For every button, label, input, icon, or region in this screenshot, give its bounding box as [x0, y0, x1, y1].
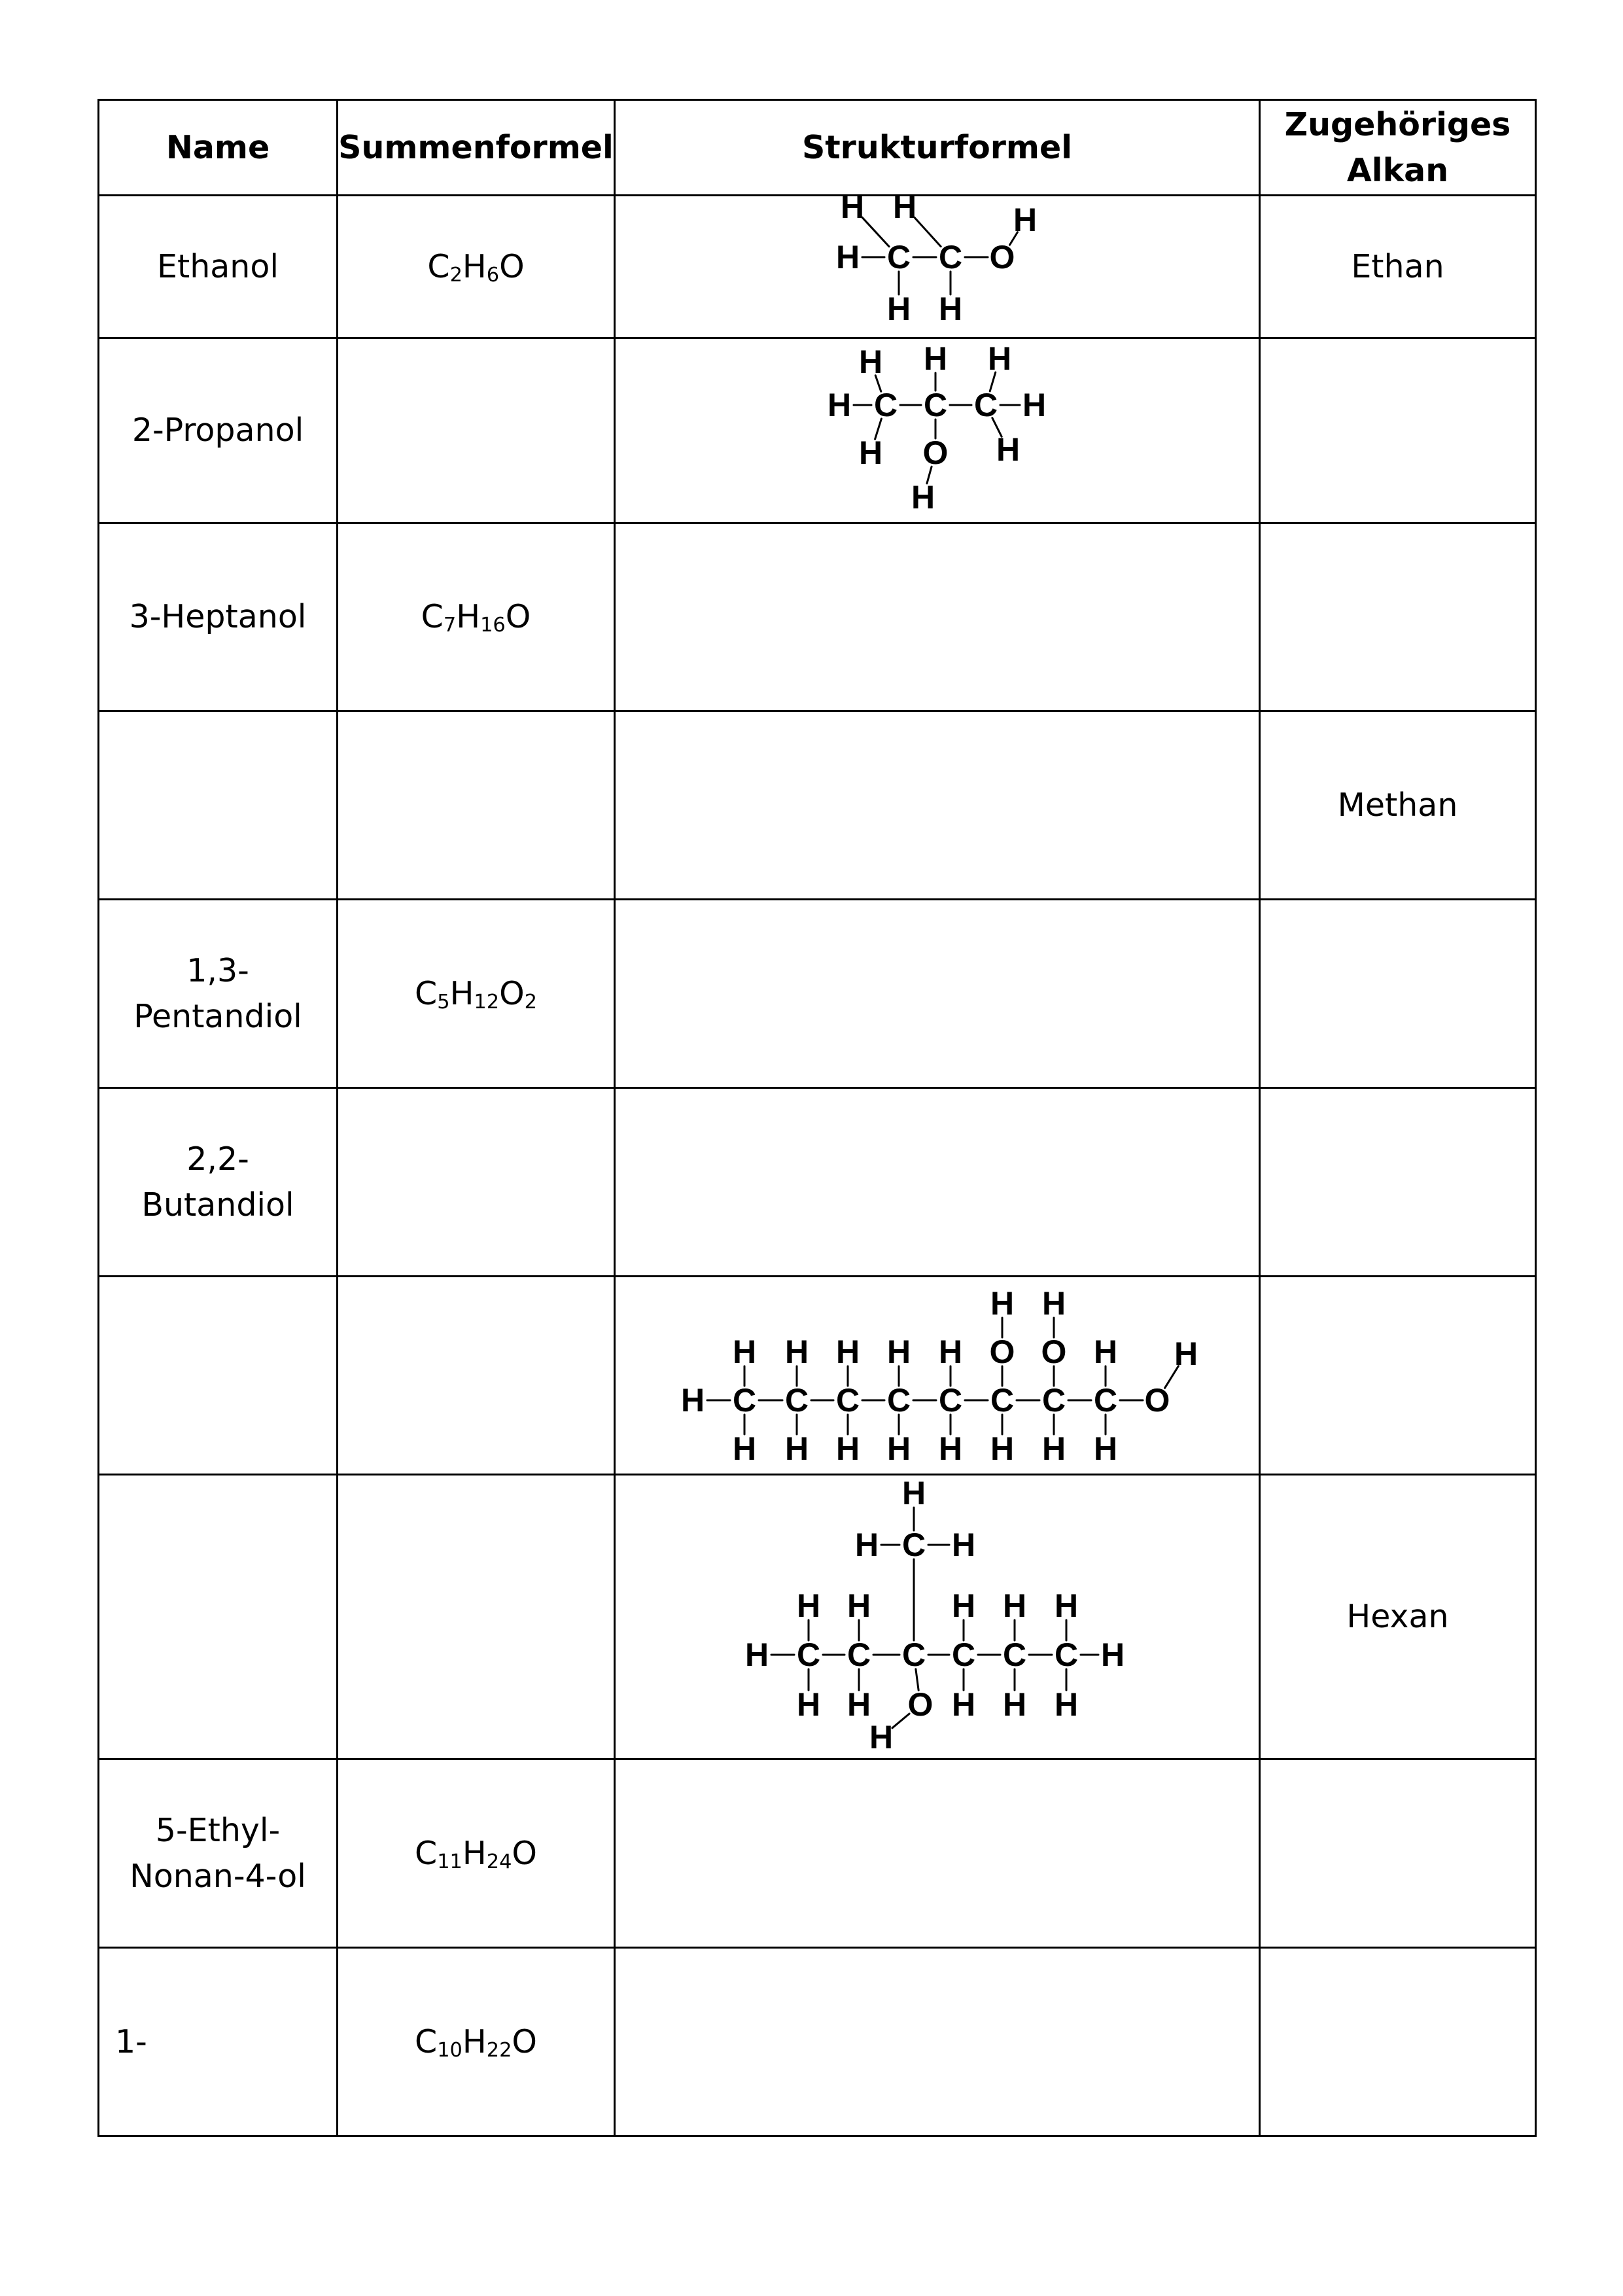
hydrogen-atom: H — [835, 1333, 860, 1370]
hydrogen-atom: H — [886, 291, 911, 327]
table-row — [99, 196, 1536, 338]
header-name: Name — [99, 100, 338, 196]
oxygen-atom: O — [907, 1686, 934, 1723]
cell-formula — [338, 1475, 615, 1759]
hydrogen-atom: H — [996, 431, 1021, 468]
cell-formula — [338, 1277, 615, 1475]
formula-symbol: H — [462, 2022, 487, 2060]
carbon-atom: C — [846, 1636, 871, 1673]
table-row — [99, 1948, 1536, 2136]
hydrogen-atom: H — [732, 1430, 757, 1467]
formula-index: 12 — [474, 990, 500, 1014]
structure-ethanol — [616, 188, 1261, 337]
hydrogen-atom: H — [1093, 1430, 1118, 1467]
cell-name — [99, 1277, 338, 1475]
bond-line — [915, 217, 941, 246]
cell-formula — [338, 196, 615, 338]
cell-structure — [615, 338, 1260, 523]
hydrogen-atom: H — [846, 1686, 871, 1723]
formula-symbol: C — [421, 598, 444, 635]
table-row — [99, 900, 1536, 1088]
name-line: Butandiol — [141, 1186, 294, 1224]
structure-branched-alcohol — [616, 1475, 1261, 1758]
hydrogen-atom: H — [732, 1333, 757, 1370]
formula-index: 11 — [437, 1850, 462, 1873]
formula-index: 6 — [486, 263, 500, 287]
cell-name: Ethanol — [99, 196, 338, 338]
hydrogen-atom: H — [923, 340, 948, 377]
carbon-atom: C — [1041, 1382, 1066, 1419]
formula-symbol: H — [449, 974, 474, 1012]
oxygen-atom: O — [989, 239, 1015, 275]
cell-formula — [338, 711, 615, 900]
cell-alkan — [1260, 1759, 1536, 1948]
formula-index: 22 — [486, 2038, 512, 2062]
structure-octanetriol — [616, 1277, 1261, 1474]
carbon-atom: C — [901, 1527, 926, 1563]
carbon-atom: C — [1093, 1382, 1118, 1419]
formula-symbol: O — [499, 247, 525, 285]
cell-alkan — [1260, 338, 1536, 523]
carbon-atom: C — [1002, 1636, 1027, 1673]
cell-structure — [615, 900, 1260, 1088]
cell-structure — [615, 1948, 1260, 2136]
cell-alkan — [1260, 1277, 1536, 1475]
name-line: Nonan-4-ol — [130, 1857, 306, 1895]
formula-index: 5 — [437, 990, 450, 1014]
cell-structure — [615, 1759, 1260, 1948]
hydrogen-atom: H — [796, 1686, 821, 1723]
carbon-atom: C — [835, 1382, 860, 1419]
cell-name: 3-Heptanol — [99, 523, 338, 711]
cell-alkan — [1260, 1948, 1536, 2136]
cell-structure — [615, 711, 1260, 900]
cell-name: 2-Propanol — [99, 338, 338, 523]
hydrogen-atom: H — [1093, 1333, 1118, 1370]
name-line: Pentandiol — [133, 997, 302, 1035]
hydrogen-atom: H — [858, 434, 883, 471]
cell-formula — [338, 523, 615, 711]
hydrogen-atom: H — [911, 479, 935, 516]
formula-symbol: O — [512, 2022, 537, 2060]
hydrogen-atom: H — [846, 1587, 871, 1624]
carbon-atom: C — [784, 1382, 809, 1419]
hydrogen-atom: H — [990, 1430, 1015, 1467]
name-line: 1,3- — [186, 951, 249, 989]
cell-formula — [338, 1088, 615, 1277]
hydrogen-atom: H — [840, 188, 865, 225]
cell-structure — [615, 1088, 1260, 1277]
header-alkan-line2: Alkan — [1346, 151, 1449, 189]
carbon-atom: C — [732, 1382, 757, 1419]
carbon-atom: C — [973, 387, 998, 423]
table-row — [99, 1475, 1536, 1759]
carbon-atom: C — [886, 1382, 911, 1419]
hydrogen-atom: H — [990, 1285, 1015, 1322]
hydrogen-atom: H — [1013, 202, 1038, 238]
hydrogen-atom: H — [1054, 1587, 1079, 1624]
formula-index: 10 — [437, 2038, 462, 2062]
cell-structure — [615, 1475, 1260, 1759]
carbon-atom: C — [990, 1382, 1015, 1419]
oxygen-atom: O — [922, 434, 949, 471]
hydrogen-atom: H — [1174, 1335, 1198, 1372]
formula-symbol: H — [462, 247, 487, 285]
cell-alkan: Ethan — [1260, 196, 1536, 338]
hydrogen-atom: H — [951, 1587, 976, 1624]
formula-symbol: H — [462, 1834, 487, 1872]
hydrogen-atom: H — [1041, 1285, 1066, 1322]
carbon-atom: C — [951, 1636, 976, 1673]
formula-symbol: C — [415, 1834, 438, 1872]
cell-formula — [338, 1759, 615, 1948]
header-alkan-line1: Zugehöriges — [1284, 105, 1511, 143]
hydrogen-atom: H — [892, 188, 917, 225]
cell-structure — [615, 1277, 1260, 1475]
hydrogen-atom: H — [854, 1527, 879, 1563]
hydrogen-atom: H — [1041, 1430, 1066, 1467]
hydrogen-atom: H — [680, 1382, 705, 1419]
name-line: 2,2- — [186, 1140, 249, 1178]
hydrogen-atom: H — [858, 344, 883, 380]
carbon-atom: C — [886, 239, 911, 275]
carbon-atom: C — [873, 387, 898, 423]
formula-index: 16 — [480, 614, 506, 637]
hydrogen-atom: H — [938, 1430, 963, 1467]
formula-symbol: O — [512, 1834, 537, 1872]
table-row — [99, 1277, 1536, 1475]
formula-symbol: C — [415, 974, 438, 1012]
hydrogen-atom: H — [827, 387, 852, 423]
hydrogen-atom: H — [744, 1636, 769, 1673]
formula-symbol: O — [505, 598, 531, 635]
table-row — [99, 523, 1536, 711]
formula-symbol: C — [427, 247, 450, 285]
cell-name — [99, 1475, 338, 1759]
hydrogen-atom: H — [835, 1430, 860, 1467]
cell-formula — [338, 1948, 615, 2136]
hydrogen-atom: H — [987, 340, 1012, 377]
cell-formula — [338, 338, 615, 523]
worksheet — [97, 99, 1535, 2137]
cell-alkan: Methan — [1260, 711, 1536, 900]
hydrogen-atom: H — [886, 1430, 911, 1467]
alcohol-table — [97, 99, 1537, 2137]
cell-formula — [338, 900, 615, 1088]
table-row — [99, 711, 1536, 900]
oxygen-atom: O — [1041, 1333, 1067, 1370]
hydrogen-atom: H — [1100, 1636, 1125, 1673]
carbon-atom: C — [923, 387, 948, 423]
header-summenformel: Summenformel — [338, 100, 615, 196]
hydrogen-atom: H — [1022, 387, 1047, 423]
hydrogen-atom: H — [951, 1527, 976, 1563]
table-row — [99, 338, 1536, 523]
carbon-atom: C — [938, 239, 963, 275]
hydrogen-atom: H — [938, 291, 963, 327]
cell-name — [99, 711, 338, 900]
bond-line — [862, 217, 889, 247]
carbon-atom: C — [901, 1636, 926, 1673]
formula-symbol: H — [456, 598, 481, 635]
carbon-atom: C — [796, 1636, 821, 1673]
formula-symbol: C — [415, 2022, 438, 2060]
hydrogen-atom: H — [1054, 1686, 1079, 1723]
hydrogen-atom: H — [869, 1719, 894, 1756]
cell-name: 1- — [99, 1948, 338, 2136]
cell-name — [99, 900, 338, 1088]
formula-index: 2 — [449, 263, 462, 287]
oxygen-atom: O — [1144, 1382, 1170, 1419]
cell-name — [99, 1088, 338, 1277]
header-alkan — [1260, 100, 1536, 196]
hydrogen-atom: H — [1002, 1686, 1027, 1723]
carbon-atom: C — [938, 1382, 963, 1419]
hydrogen-atom: H — [835, 239, 860, 275]
formula-index: 24 — [486, 1850, 512, 1873]
table-row — [99, 1759, 1536, 1948]
cell-alkan — [1260, 1088, 1536, 1277]
cell-structure — [615, 523, 1260, 711]
hydrogen-atom: H — [784, 1430, 809, 1467]
hydrogen-atom: H — [784, 1333, 809, 1370]
header-strukturformel: Strukturformel — [615, 100, 1260, 196]
cell-name — [99, 1759, 338, 1948]
cell-structure — [615, 188, 1260, 338]
hydrogen-atom: H — [938, 1333, 963, 1370]
table-row — [99, 1088, 1536, 1277]
bond-line — [892, 1714, 909, 1728]
cell-alkan: Hexan — [1260, 1475, 1536, 1759]
structure-2-propanol — [616, 339, 1261, 522]
cell-alkan — [1260, 900, 1536, 1088]
cell-alkan — [1260, 523, 1536, 711]
carbon-atom: C — [1054, 1636, 1079, 1673]
hydrogen-atom: H — [796, 1587, 821, 1624]
header-row — [99, 100, 1536, 196]
formula-symbol: O — [499, 974, 525, 1012]
hydrogen-atom: H — [1002, 1587, 1027, 1624]
formula-index: 7 — [443, 614, 457, 637]
oxygen-atom: O — [989, 1333, 1015, 1370]
name-line: 5-Ethyl- — [155, 1811, 281, 1849]
hydrogen-atom: H — [886, 1333, 911, 1370]
hydrogen-atom: H — [901, 1475, 926, 1511]
formula-index: 2 — [524, 990, 537, 1014]
hydrogen-atom: H — [951, 1686, 976, 1723]
